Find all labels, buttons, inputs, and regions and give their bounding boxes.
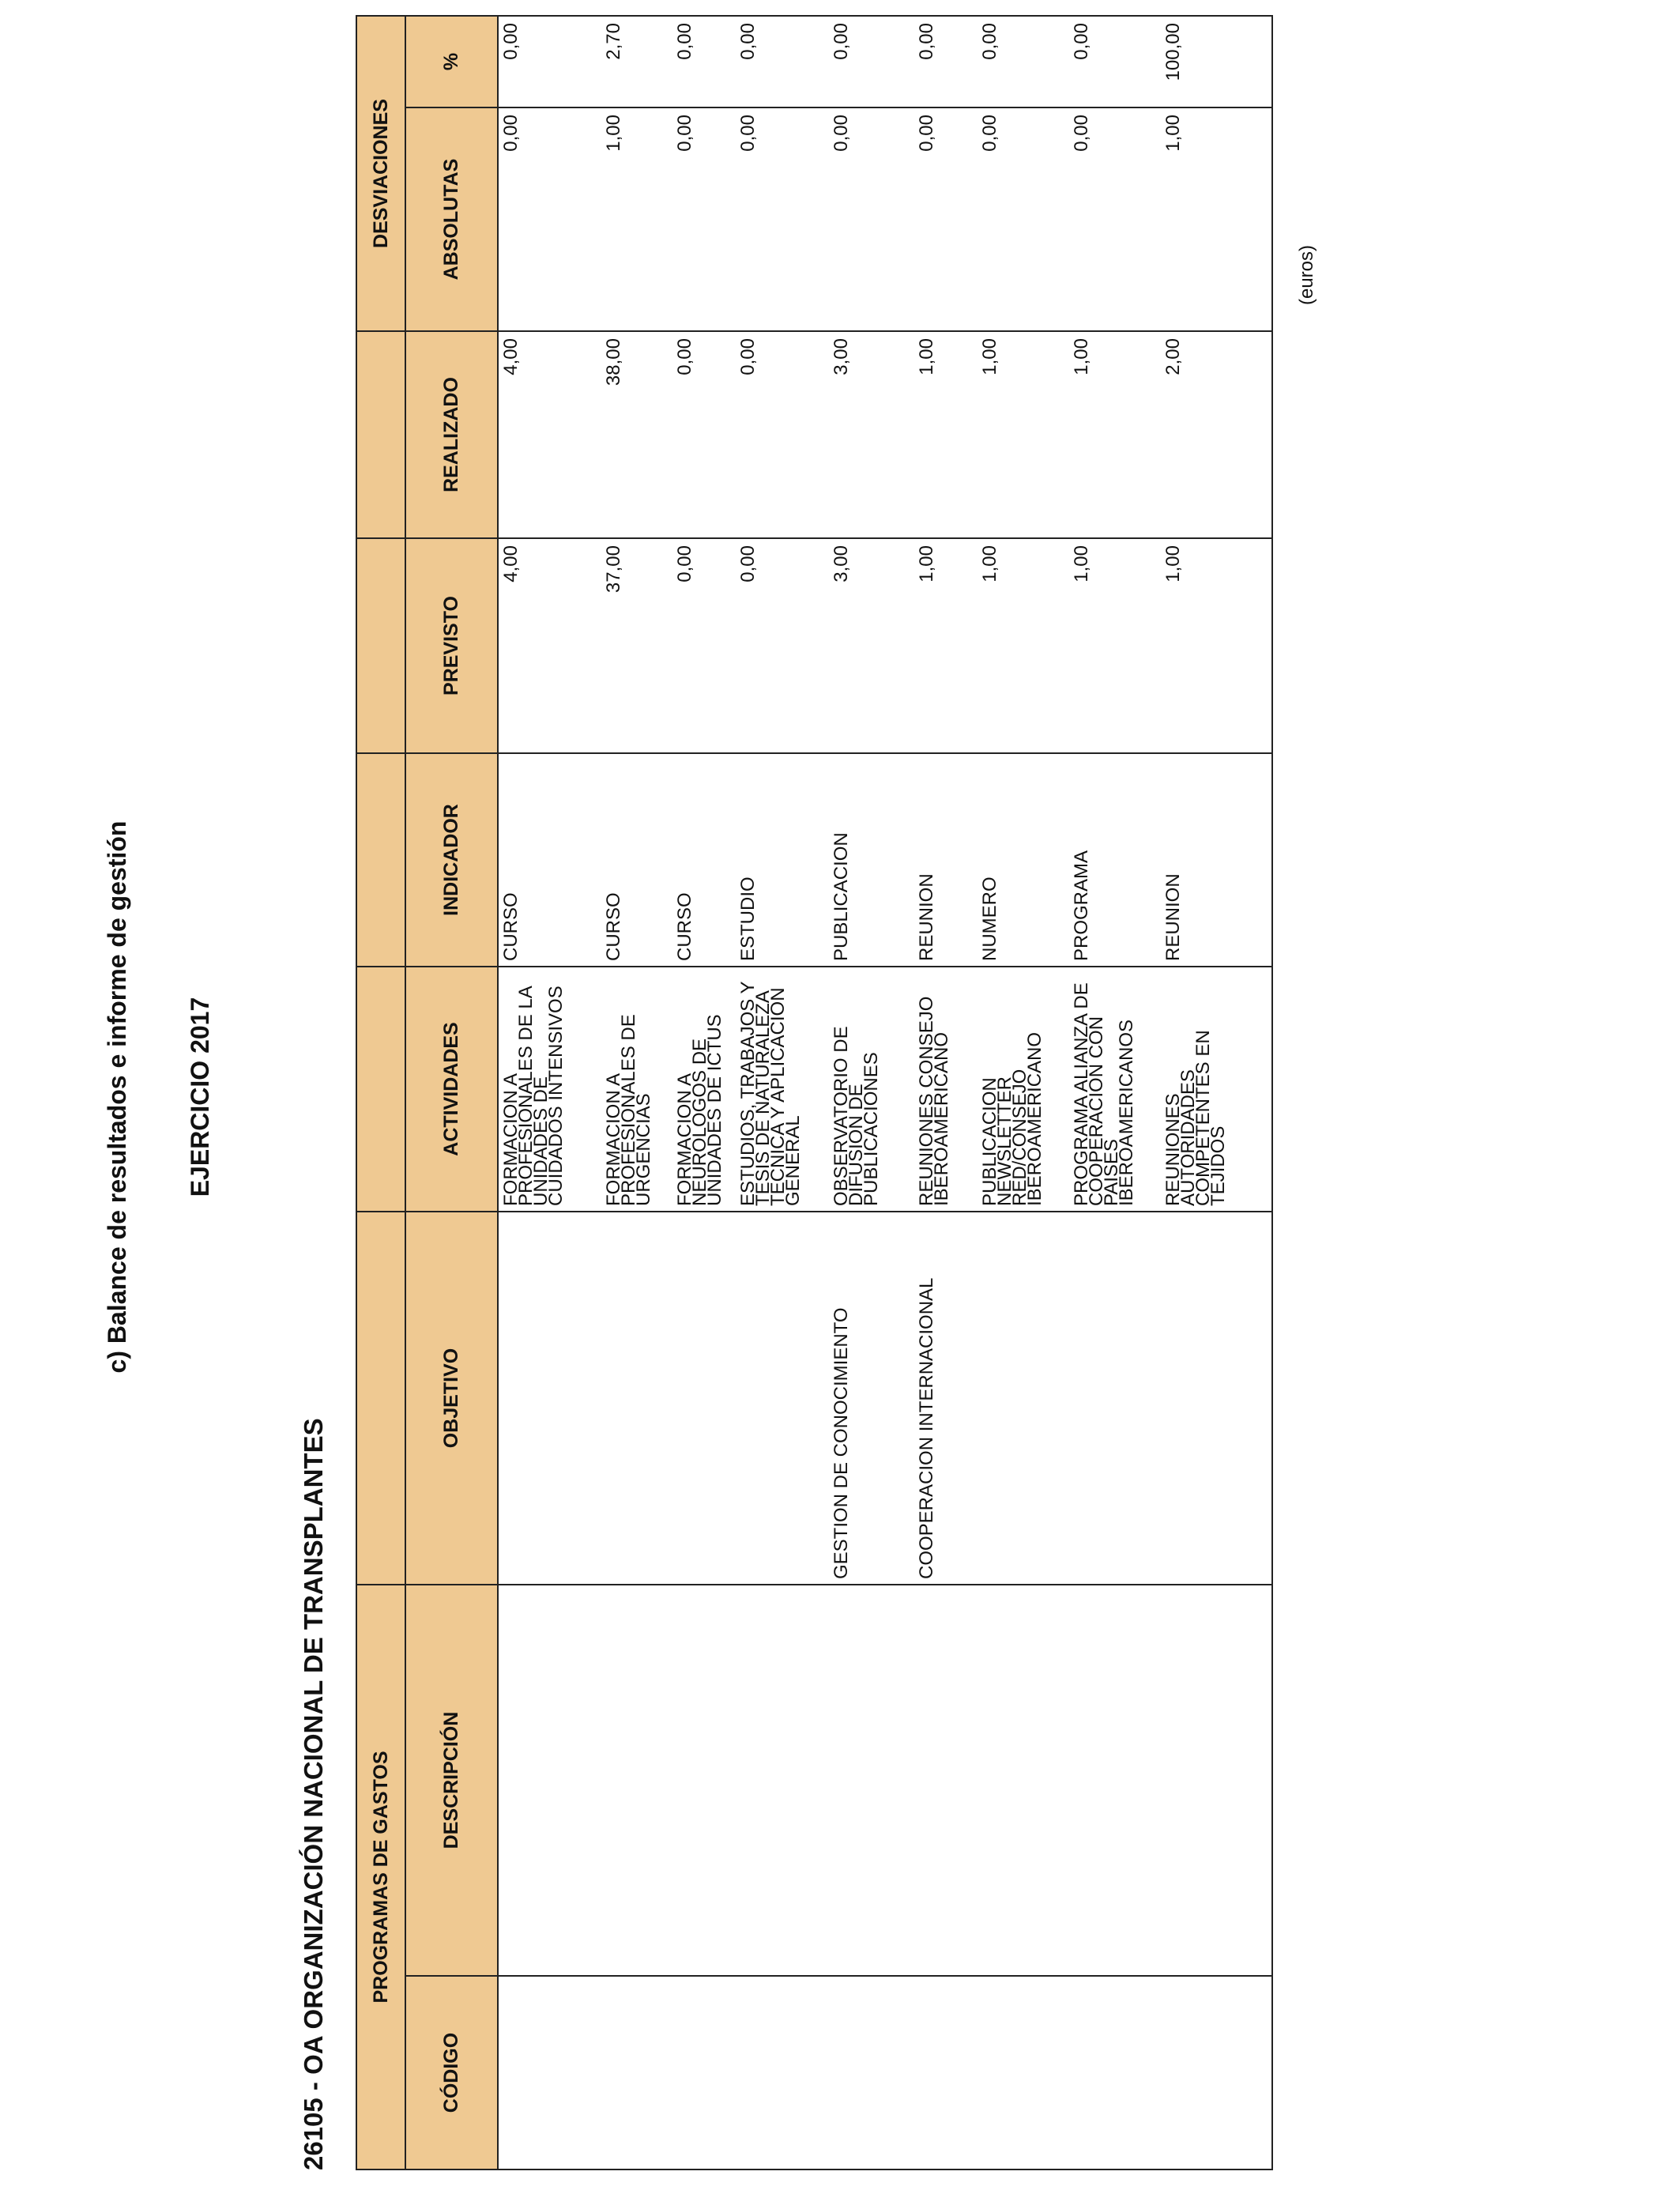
table-row bbox=[1161, 16, 1272, 2169]
cell-absolutas: 0,00 bbox=[1069, 107, 1161, 331]
cell-pct: 0,00 bbox=[1069, 16, 1161, 107]
col-actividades-header: ACTIVIDADES bbox=[405, 967, 498, 1212]
cell-actividad: PROGRAMA ALIANZA DE COOPERACION CON PAISES IBEROAMERICANOS bbox=[1069, 967, 1161, 1212]
cell-codigo bbox=[601, 1976, 672, 2169]
cell-indicador: PUBLICACION bbox=[829, 753, 914, 967]
col-absolutas-header: ABSOLUTAS bbox=[405, 107, 498, 331]
cell-absolutas: 0,00 bbox=[498, 107, 601, 331]
col-pct-header: % bbox=[405, 16, 498, 107]
cell-descripcion bbox=[977, 1585, 1069, 1976]
cell-pct: 0,00 bbox=[914, 16, 977, 107]
exercise-title: EJERCICIO 2017 bbox=[186, 997, 214, 1197]
cell-indicador: CURSO bbox=[672, 753, 736, 967]
cell-previsto: 0,00 bbox=[736, 538, 829, 753]
cell-descripcion bbox=[672, 1585, 736, 1976]
cell-descripcion bbox=[1161, 1585, 1272, 1976]
col-realizado-header: REALIZADO bbox=[405, 331, 498, 538]
col-codigo-header: CÓDIGO bbox=[405, 1976, 498, 2169]
cell-objetivo bbox=[1161, 1212, 1272, 1585]
cell-previsto: 1,00 bbox=[977, 538, 1069, 753]
table-row bbox=[1069, 16, 1161, 2169]
group-programas-header: PROGRAMAS DE GASTOS bbox=[356, 1585, 405, 2169]
cell-codigo bbox=[914, 1976, 977, 2169]
group-empty-header bbox=[356, 967, 405, 1212]
cell-actividad: PUBLICACION NEWSLETTER RED/CONSEJO IBEROAMERICANO bbox=[977, 967, 1069, 1212]
cell-codigo bbox=[672, 1976, 736, 2169]
table-row bbox=[601, 16, 672, 2169]
group-empty-header bbox=[356, 753, 405, 967]
group-empty-header bbox=[356, 331, 405, 538]
cell-realizado: 3,00 bbox=[829, 331, 914, 538]
cell-actividad: ESTUDIOS, TRABAJOS Y TESIS DE NATURALEZA TECNICA Y APLICACION GENERAL bbox=[736, 967, 829, 1212]
cell-pct: 100,00 bbox=[1161, 16, 1272, 107]
cell-actividad: FORMACION A PROFESIONALES DE LA UNIDADES DE CUIDADOS INTENSIVOS bbox=[498, 967, 601, 1212]
cell-actividad: FORMACION A PROFESIONALES DE URGENCIAS bbox=[601, 967, 672, 1212]
cell-objetivo bbox=[672, 1212, 736, 1585]
cell-objetivo bbox=[498, 1212, 601, 1585]
cell-realizado: 0,00 bbox=[672, 331, 736, 538]
col-indicador-header: INDICADOR bbox=[405, 753, 498, 967]
cell-descripcion bbox=[736, 1585, 829, 1976]
cell-codigo bbox=[1069, 1976, 1161, 2169]
organization-title: 26105 - OA ORGANIZACIÓN NACIONAL DE TRANSPLANTES bbox=[299, 1418, 328, 2170]
table-row bbox=[829, 16, 914, 2169]
cell-objetivo bbox=[736, 1212, 829, 1585]
cell-indicador: CURSO bbox=[498, 753, 601, 967]
cell-absolutas: 0,00 bbox=[829, 107, 914, 331]
table-row bbox=[914, 16, 977, 2169]
cell-indicador: PROGRAMA bbox=[1069, 753, 1161, 967]
cell-objetivo: GESTION DE CONOCIMIENTO bbox=[829, 1212, 914, 1585]
cell-absolutas: 1,00 bbox=[601, 107, 672, 331]
cell-indicador: CURSO bbox=[601, 753, 672, 967]
cell-absolutas: 0,00 bbox=[736, 107, 829, 331]
cell-codigo bbox=[736, 1976, 829, 2169]
cell-actividad: OBSERVATORIO DE DIFUSION DE PUBLICACIONES bbox=[829, 967, 914, 1212]
cell-indicador: ESTUDIO bbox=[736, 753, 829, 967]
cell-descripcion bbox=[498, 1585, 601, 1976]
cell-descripcion bbox=[601, 1585, 672, 1976]
cell-pct: 0,00 bbox=[498, 16, 601, 107]
section-title: c) Balance de resultados e informe de gestión bbox=[103, 820, 131, 1374]
cell-previsto: 1,00 bbox=[914, 538, 977, 753]
cell-absolutas: 1,00 bbox=[1161, 107, 1272, 331]
cell-descripcion bbox=[914, 1585, 977, 1976]
group-desviaciones-header: DESVIACIONES bbox=[356, 16, 405, 331]
cell-codigo bbox=[498, 1976, 601, 2169]
cell-codigo bbox=[1161, 1976, 1272, 2169]
cell-previsto: 1,00 bbox=[1069, 538, 1161, 753]
cell-previsto: 0,00 bbox=[672, 538, 736, 753]
cell-realizado: 1,00 bbox=[977, 331, 1069, 538]
cell-indicador: NUMERO bbox=[977, 753, 1069, 967]
table-row bbox=[672, 16, 736, 2169]
cell-actividad: FORMACION A NEUROLOGOS DE UNIDADES DE ICTUS bbox=[672, 967, 736, 1212]
cell-pct: 0,00 bbox=[736, 16, 829, 107]
table-column-header bbox=[405, 16, 498, 2169]
cell-actividad: REUNIONES CONSEJO IBEROAMERICANO bbox=[914, 967, 977, 1212]
cell-objetivo bbox=[1069, 1212, 1161, 1585]
cell-pct: 0,00 bbox=[672, 16, 736, 107]
group-empty-header bbox=[356, 1212, 405, 1585]
cell-objetivo bbox=[601, 1212, 672, 1585]
table-group-header bbox=[356, 16, 405, 2169]
table-row bbox=[498, 16, 601, 2169]
cell-previsto: 4,00 bbox=[498, 538, 601, 753]
cell-absolutas: 0,00 bbox=[977, 107, 1069, 331]
cell-pct: 0,00 bbox=[829, 16, 914, 107]
cell-descripcion bbox=[829, 1585, 914, 1976]
cell-previsto: 37,00 bbox=[601, 538, 672, 753]
col-previsto-header: PREVISTO bbox=[405, 538, 498, 753]
cell-absolutas: 0,00 bbox=[672, 107, 736, 331]
cell-realizado: 2,00 bbox=[1161, 331, 1272, 538]
cell-previsto: 3,00 bbox=[829, 538, 914, 753]
col-descripcion-header: DESCRIPCIÓN bbox=[405, 1585, 498, 1976]
table-row bbox=[977, 16, 1069, 2169]
table-row bbox=[736, 16, 829, 2169]
cell-pct: 2,70 bbox=[601, 16, 672, 107]
results-table bbox=[356, 15, 1273, 2170]
cell-realizado: 38,00 bbox=[601, 331, 672, 538]
cell-objetivo bbox=[977, 1212, 1069, 1585]
cell-codigo bbox=[829, 1976, 914, 2169]
col-objetivo-header: OBJETIVO bbox=[405, 1212, 498, 1585]
cell-indicador: REUNION bbox=[1161, 753, 1272, 967]
cell-previsto: 1,00 bbox=[1161, 538, 1272, 753]
cell-realizado: 1,00 bbox=[1069, 331, 1161, 538]
cell-realizado: 0,00 bbox=[736, 331, 829, 538]
currency-note: (euros) bbox=[1296, 244, 1317, 305]
cell-actividad: REUNIONES AUTORIDADES COMPETENTES EN TEJIDOS bbox=[1161, 967, 1272, 1212]
cell-realizado: 4,00 bbox=[498, 331, 601, 538]
cell-absolutas: 0,00 bbox=[914, 107, 977, 331]
cell-pct: 0,00 bbox=[977, 16, 1069, 107]
cell-indicador: REUNION bbox=[914, 753, 977, 967]
cell-realizado: 1,00 bbox=[914, 331, 977, 538]
cell-descripcion bbox=[1069, 1585, 1161, 1976]
group-empty-header bbox=[356, 538, 405, 753]
cell-objetivo: COOPERACION INTERNACIONAL bbox=[914, 1212, 977, 1585]
cell-codigo bbox=[977, 1976, 1069, 2169]
